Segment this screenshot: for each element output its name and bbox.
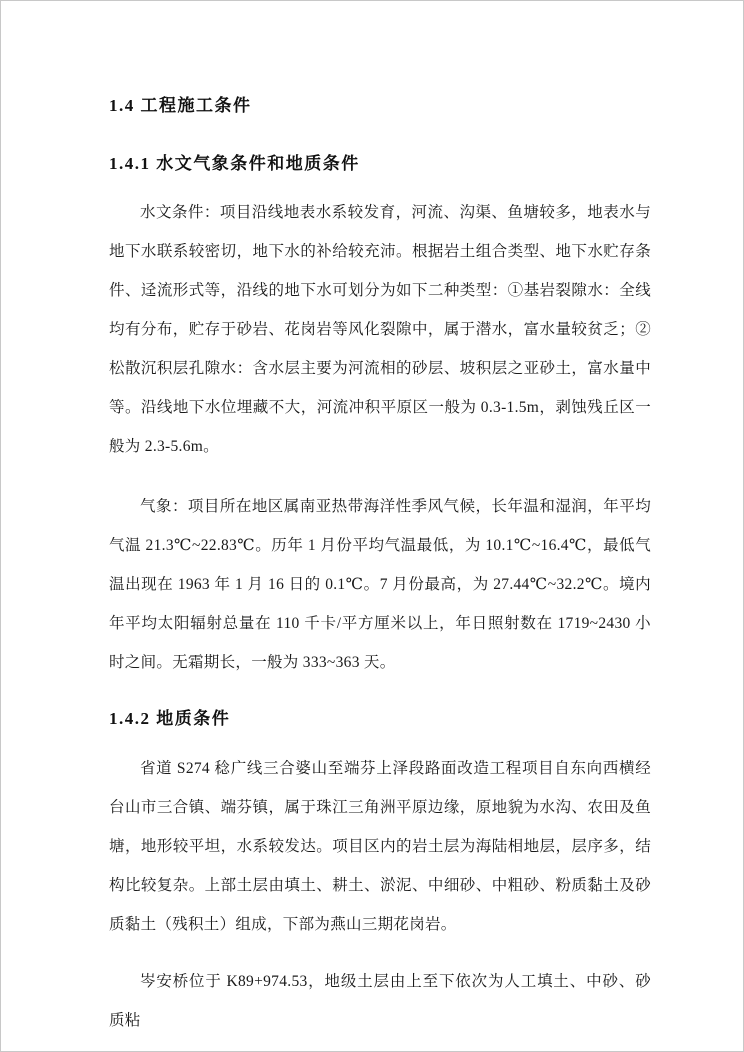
section-heading-1-4-1: 1.4.1 水文气象条件和地质条件 — [109, 154, 360, 173]
section-heading-1-4-2: 1.4.2 地质条件 — [109, 709, 231, 728]
paragraph-cenan-bridge-strata: 岑安桥位于 K89+974.53，地级土层由上至下依次为人工填土、中砂、砂质粘 — [109, 973, 651, 1029]
section-heading-1-4: 1.4 工程施工条件 — [109, 96, 252, 115]
paragraph-meteorology-conditions: 气象：项目所在地区属南亚热带海洋性季风气候，长年温和湿润，年平均气温 21.3℃~22.83℃。历年 1 月份平均气温最低，为 10.1℃~16.4℃，最低气温出现在 1963 年 1 月 16 日的 0.1℃。7 月份最高，为 27.44℃~32.2℃。境内年平均太阳辐射总量在 110 千卡/平方厘米以上，年日照射数在 1719~2430 小时之间。无霜期长，一般为 333~363 天。 — [109, 498, 651, 671]
paragraph-hydrology-conditions: 水文条件：项目沿线地表水系较发育，河流、沟渠、鱼塘较多，地表水与地下水联系较密切，地下水的补给较充沛。根据岩土组合类型、地下水贮存条件、迳流形式等，沿线的地下水可划分为如下二种类型：①基岩裂隙水：全线均有分布，贮存于砂岩、花岗岩等风化裂隙中，属于潜水，富水量较贫乏；②松散沉积层孔隙水：含水层主要为河流相的砂层、坡积层之亚砂土，富水量中等。沿线地下水位埋藏不大，河流冲积平原区一般为 0.3-1.5m，剥蚀残丘区一般为 2.3-5.6m。 — [109, 204, 651, 455]
paragraph-geology-overview: 省道 S274 稔广线三合婆山至端芬上泽段路面改造工程项目自东向西横经台山市三合镇、端芬镇，属于珠江三角洲平原边缘，原地貌为水沟、农田及鱼塘，地形较平坦，水系较发达。项目区内的岩土层为海陆相地层，层序多，结构比较复杂。上部土层由填土、耕土、淤泥、中细砂、中粗砂、粉质黏土及砂质黏土（残积土）组成，下部为燕山三期花岗岩。 — [109, 760, 651, 933]
